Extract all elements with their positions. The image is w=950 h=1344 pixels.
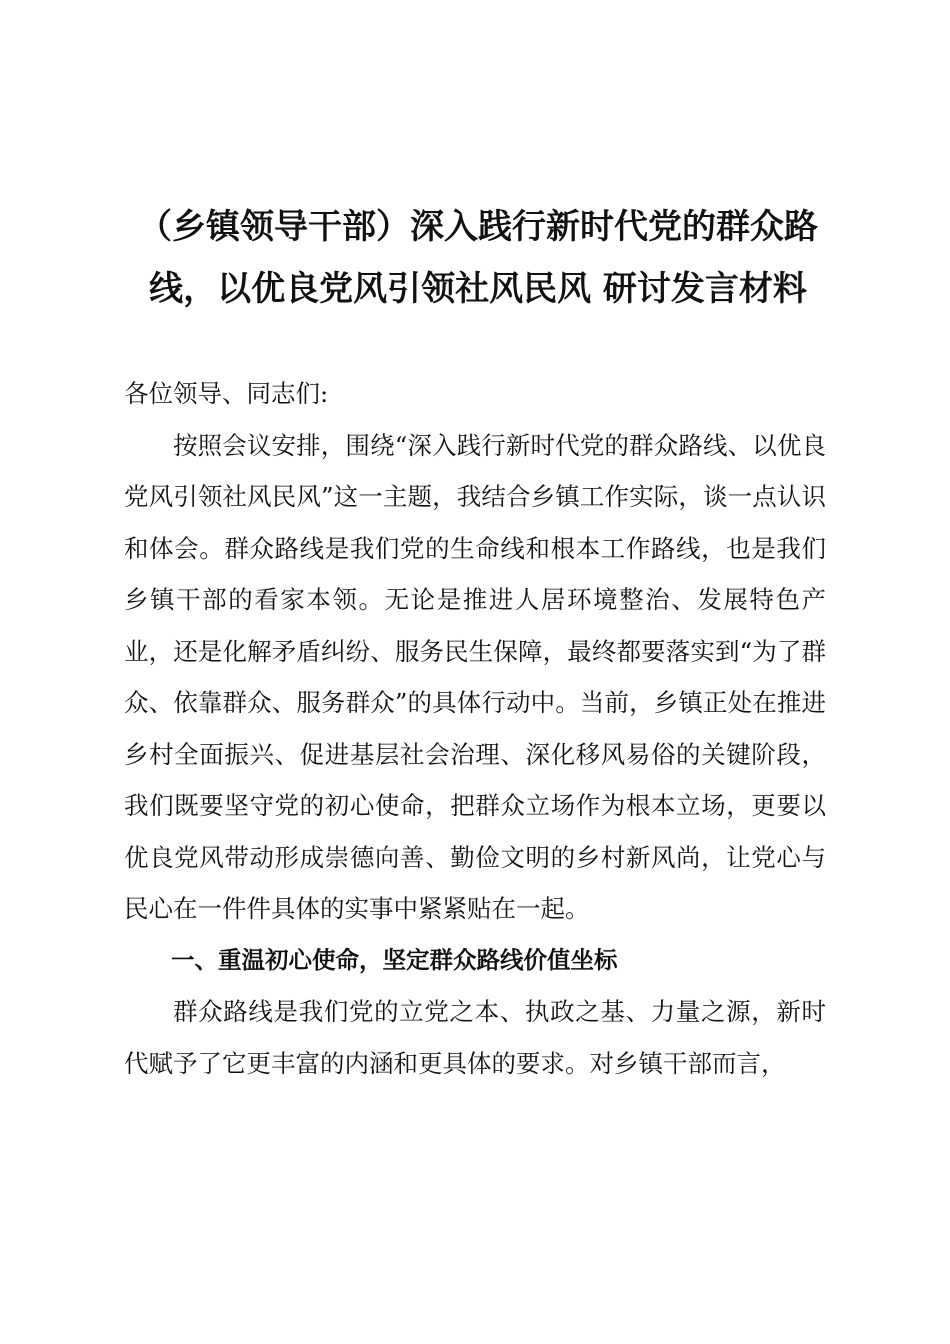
document-title: （乡镇领导干部）深入践行新时代党的群众路线，以优良党风引领社风民风 研讨发言材料 <box>138 207 818 309</box>
section-heading-1: 一、重温初心使命，坚定群众路线价值坐标 <box>171 945 618 974</box>
paragraph-section-1: 群众路线是我们党的立党之本、执政之基、力量之源，新时代赋予了它更丰富的内涵和更具体的要求。对乡镇干部而言， <box>124 997 826 1078</box>
salutation: 各位领导、同志们: <box>124 379 329 408</box>
document-body <box>124 368 826 1089</box>
paragraph-intro: 按照会议安排，围绕“深入践行新时代党的群众路线、以优良党风引领社风民风”这一主题，我结合乡镇工作实际，谈一点认识和体会。群众路线是我们党的生命线和根本工作路线，也是我们乡镇干部的看家本领。无论是推进人居环境整治、发展特色产业，还是化解矛盾纠纷、服务民生保障，最终都要落实到“为了群众、依靠群众、服务群众”的具体行动中。当前，乡镇正处在推进乡村全面振兴、促进基层社会治理、深化移风易俗的关键阶段，我们既要坚守党的初心使命，把群众立场作为根本立场，更要以优良党风带动形成崇德向善、勤俭文明的乡村新风尚，让党心与民心在一件件具体的实事中紧紧贴在一起。 <box>124 430 826 923</box>
